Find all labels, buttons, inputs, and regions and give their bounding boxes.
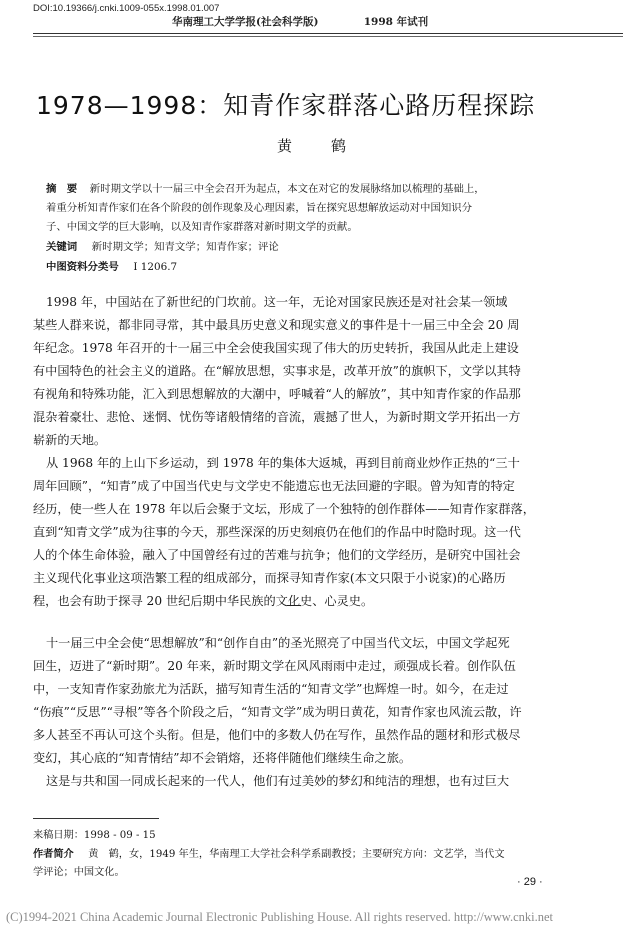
received-date: 来稿日期：1998 - 09 - 15 [33, 830, 156, 841]
classification-text: I 1206.7 [133, 261, 178, 273]
abstract-line-3: 子、中国文学的巨大影响，以及知青作家群落对新时期文学的贡献。 [46, 221, 358, 233]
body-line: 中，一支知青作家劲旅尤为活跃，描写知青生活的“知青文学”也辉煌一时。如今，在走过 [33, 682, 509, 696]
body-line: 1998 年，中国站在了新世纪的门坎前。这一年，无论对国家民族还是对社会某一领域 [46, 295, 508, 309]
author-bio-text: 黄 鹤，女，1949 年生，华南理工大学社会科学系副教授；主要研究方向：文艺学，当代文 [88, 849, 505, 860]
body-line: 有视角和特殊功能，汇入到思想解放的大潮中，呼喊着“人的解放”，其中知青作家的作品那 [33, 387, 521, 401]
section-divider [287, 605, 301, 606]
body-line: 从 1968 年的上山下乡运动，到 1978 年的集体大返城，再到目前商业炒作正热的“三十 [46, 456, 520, 470]
body-line: 主义现代化事业这项浩繁工程的组成部分，而探寻知青作家(本文只限于小说家)的心路历 [33, 571, 506, 585]
abstract-text: 新时期文学以十一届三中全会召开为起点，本文在对它的发展脉络加以梳理的基础上， [89, 183, 485, 195]
copyright-notice: (C)1994-2021 China Academic Journal Electronic Publishing House. All rights reserved. http://www.cnki.net [6, 910, 554, 924]
body-line: “伤痕”“反思”“寻根”等各个阶段之后，“知青文学”成为明日黄花，知青作家也风流云散，许 [33, 705, 522, 719]
body-line: 程，也会有助于探寻 20 世纪后期中华民族的文化史、心灵史。 [33, 594, 374, 608]
body-line: 回生，迈进了“新时期”。20 年来，新时期文学在风风雨雨中走过，顽强成长着。创作队伍 [33, 659, 516, 673]
body-line: 这是与共和国一同成长起来的一代人，他们有过美妙的梦幻和纯洁的理想，也有过巨大 [46, 774, 510, 788]
body-line: 有中国特色的社会主义的道路。在“解放思想，实事求是，改革开放”的旗帜下，文学以其特 [33, 364, 521, 378]
doi-text: DOI:10.19366/j.cnki.1009-055x.1998.01.007 [33, 3, 220, 14]
body-line: 经历，使一些人在 1978 年以后会聚于文坛，形成了一个独特的创作群体——知青作家群落， [33, 502, 535, 516]
body-line: 变幻，其心底的“知青情结”却不会销熔，还将伴随他们继续生命之旅。 [33, 751, 412, 765]
page-number: · 29 · [517, 876, 543, 888]
author-bio-line-1 [33, 845, 505, 860]
author-bio-line-2: 学评论；中国文化。 [33, 867, 125, 878]
header-rule-thin [33, 36, 623, 37]
body-line: 混杂着豪壮、悲怆、迷惘、忧伤等诸般情绪的音流，震撼了世人，为新时期文学开拓出一方 [33, 410, 521, 424]
keywords-text: 新时期文学；知青文学；知青作家；评论 [91, 241, 279, 253]
author-bio-label: 作者简介 [33, 849, 74, 860]
keywords-label: 关键词 [46, 241, 78, 253]
journal-issue: 1998 年试刊 [363, 16, 429, 28]
abstract-line-1 [46, 180, 485, 195]
footnote-rule [33, 818, 159, 819]
body-line: 人的个体生命体验，融入了中国曾经有过的苦难与抗争；他们的文学经历，是研究中国社会 [33, 548, 521, 562]
article-author: 黄 鹤 [277, 137, 359, 155]
article-title: 1978—1998：知青作家群落心路历程探踪 [36, 91, 536, 120]
classification-label: 中图资料分类号 [46, 261, 119, 273]
abstract-line-2: 着重分析知青作家们在各个阶段的创作现象及心理因素，旨在探究思想解放运动对中国知识分 [46, 202, 473, 214]
body-line: 多人甚至不再认可这个头衔。但是，他们中的多数人仍在写作，虽然作品的题材和形式极尽 [33, 728, 521, 742]
body-line: 年纪念。1978 年召开的十一届三中全会使我国实现了伟大的历史转折，我国从此走上建设 [33, 341, 519, 355]
classification-line [46, 258, 177, 273]
journal-name [172, 14, 428, 29]
abstract-label: 摘 要 [46, 183, 78, 195]
body-line: 十一届三中全会使“思想解放”和“创作自由”的圣光照亮了中国当代文坛，中国文学起死 [46, 636, 510, 650]
body-line: 周年回顾”，“知青”成了中国当代史与文学史不能遗忘也无法回避的字眼。曾为知青的特定 [33, 479, 515, 493]
body-line: 直到“知青文学”成为往事的今天，那些深深的历史刻痕仍在他们的作品中时隐时现。这一代 [33, 525, 521, 539]
journal-title: 华南理工大学学报(社会科学版) [172, 16, 319, 28]
keywords-line [46, 238, 279, 253]
body-line: 某些人群来说，都非同寻常，其中最具历史意义和现实意义的事件是十一届三中全会 20 周 [33, 318, 520, 332]
header-rule [33, 33, 623, 34]
body-line: 崭新的天地。 [33, 433, 107, 447]
